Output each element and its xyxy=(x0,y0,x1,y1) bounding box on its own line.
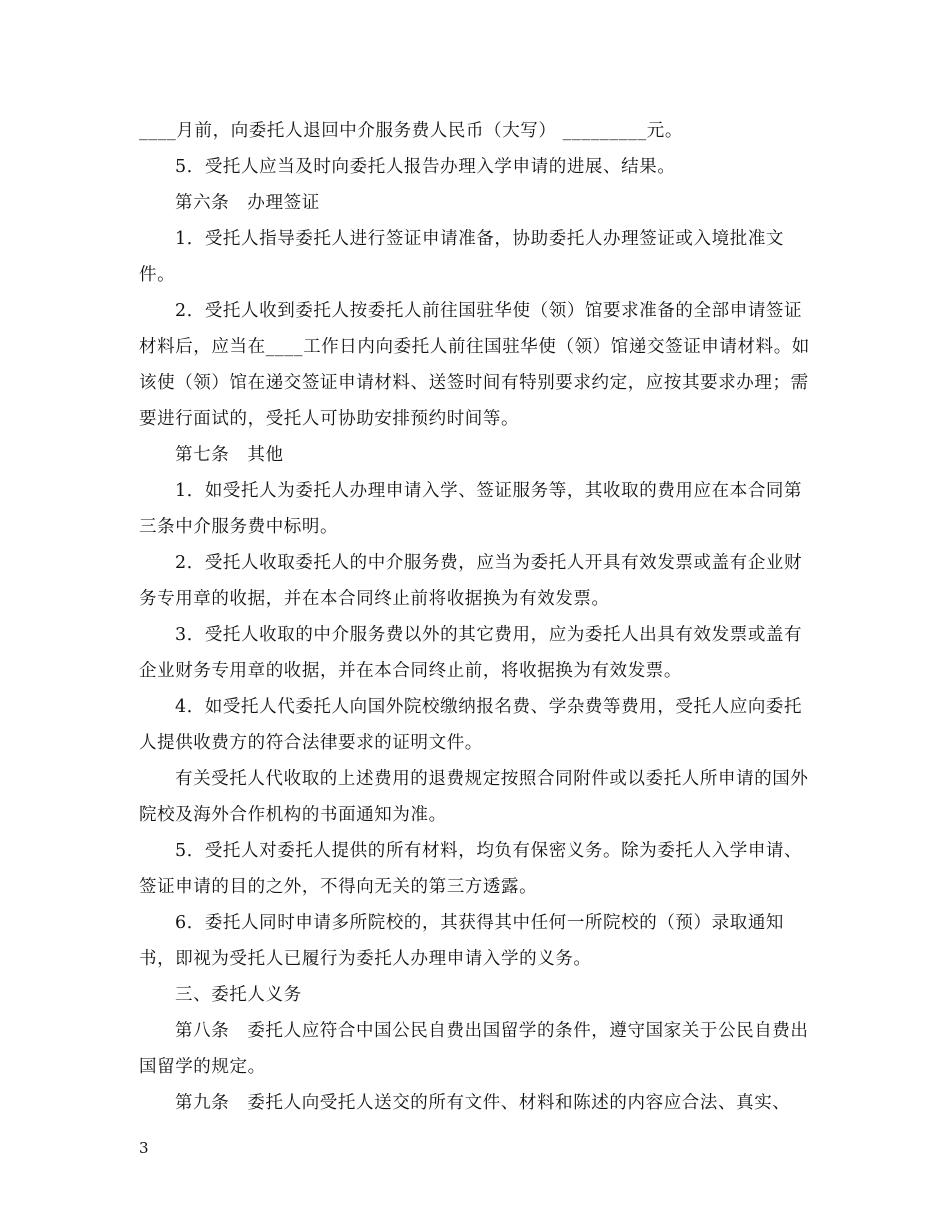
paragraph: 有关受托人代收取的上述费用的退费规定按照合同附件或以委托人所申请的国外院校及海外合作机构的书面通知为准。 xyxy=(139,769,809,825)
paragraph: ____月前，向委托人退回中介服务费人民币（大写） _________元。 xyxy=(139,121,684,141)
paragraph: 5．受托人对委托人提供的所有材料，均负有保密义务。除为委托人入学申请、签证申请的目的之外，不得向无关的第三方透露。 xyxy=(139,841,803,897)
paragraph: 第九条 委托人向受托人送交的所有文件、材料和陈述的内容应合法、真实、 xyxy=(175,1093,791,1113)
paragraph: 3．受托人收取的中介服务费以外的其它费用，应为委托人出具有效发票或盖有企业财务专用章的收据，并在本合同终止前，将收据换为有效发票。 xyxy=(139,625,803,681)
paragraph: 1．如受托人为委托人办理申请入学、签证服务等，其收取的费用应在本合同第三条中介服务费中标明。 xyxy=(139,481,803,537)
paragraph: 2．受托人收到委托人按委托人前往国驻华使（领）馆要求准备的全部申请签证材料后，应当在____工作日内向委托人前往国驻华使（领）馆递交签证申请材料。如该使（领）馆在递交签证申请材料、送签时间有特别要求约定，应按其要求办理；需要进行面试的，受托人可协助安排预约时间等。 xyxy=(139,301,810,429)
paragraph: 第七条 其他 xyxy=(175,445,284,465)
paragraph: 6．委托人同时申请多所院校的，其获得其中任何一所院校的（预）录取通知书，即视为受托人已履行为委托人办理申请入学的义务。 xyxy=(139,913,785,969)
paragraph: 1．受托人指导委托人进行签证申请准备，协助委托人办理签证或入境批准文件。 xyxy=(139,229,785,285)
paragraph: 4．如受托人代委托人向国外院校缴纳报名费、学杂费等费用，受托人应向委托人提供收费方的符合法律要求的证明文件。 xyxy=(139,697,803,753)
document-body xyxy=(139,113,811,1121)
paragraph: 第八条 委托人应符合中国公民自费出国留学的条件，遵守国家关于公民自费出国留学的规定。 xyxy=(139,1021,809,1077)
paragraph: 三、委托人义务 xyxy=(175,985,302,1005)
paragraph: 5．受托人应当及时向委托人报告办理入学申请的进展、结果。 xyxy=(175,157,676,177)
page-number: 3 xyxy=(139,1139,149,1157)
paragraph: 2．受托人收取委托人的中介服务费，应当为委托人开具有效发票或盖有企业财务专用章的收据，并在本合同终止前将收据换为有效发票。 xyxy=(139,553,803,609)
paragraph: 第六条 办理签证 xyxy=(175,193,320,213)
